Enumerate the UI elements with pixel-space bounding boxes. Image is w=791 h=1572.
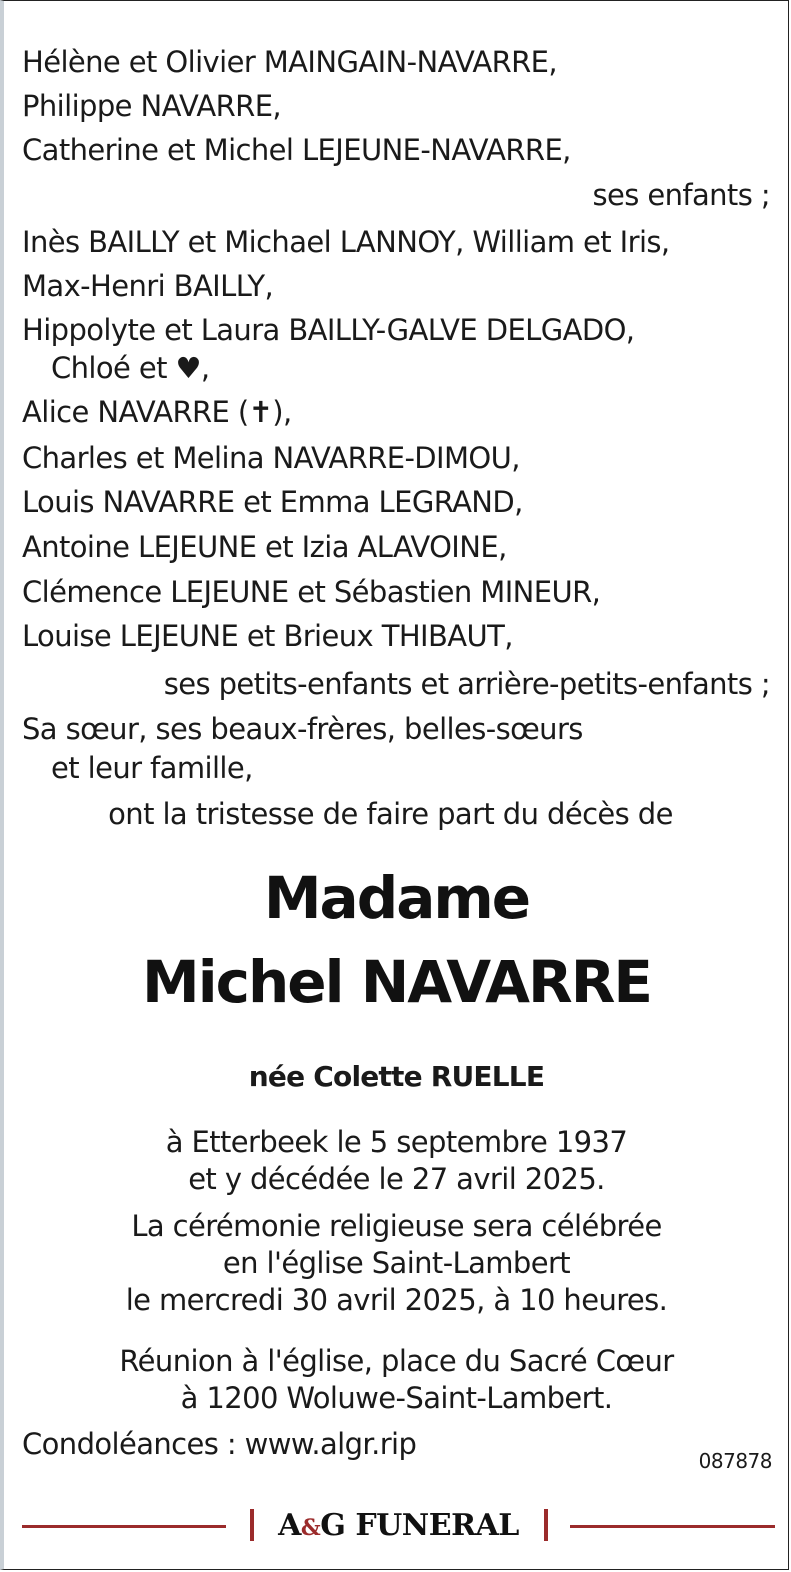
footer-bar-right [544, 1509, 548, 1541]
family-line: Philippe NAVARRE, [22, 89, 282, 123]
ceremony-line: le mercredi 30 avril 2025, à 10 heures. [125, 1283, 668, 1317]
grandchildren-label: ses petits-enfants et arrière-petits-enfants ; [163, 667, 770, 701]
ceremony-line: La cérémonie religieuse sera célébrée [131, 1209, 662, 1243]
ceremony-line: en l'église Saint-Lambert [222, 1246, 571, 1280]
birth-line: à Etterbeek le 5 septembre 1937 [165, 1125, 628, 1159]
grandchild-line: Louis NAVARRE et Emma LEGRAND, [22, 485, 523, 519]
grandchild-line: Max-Henri BAILLY, [22, 269, 274, 303]
maiden-name: née Colette RUELLE [248, 1060, 545, 1093]
grandchild-line: Hippolyte et Laura BAILLY-GALVE DELGADO, [22, 313, 635, 347]
children-label: ses enfants ; [592, 178, 770, 212]
meeting-line: à 1200 Woluwe-Saint-Lambert. [180, 1381, 613, 1415]
grandchild-line: Inès BAILLY et Michael LANNOY, William et Iris, [22, 225, 670, 259]
footer-rule-left [22, 1525, 226, 1528]
family-line: Hélène et Olivier MAINGAIN-NAVARRE, [22, 45, 558, 79]
funeral-brand-logo: A&G FUNERAL [278, 1508, 519, 1543]
footer-bar-left [250, 1509, 254, 1541]
grandchild-line: Charles et Melina NAVARRE-DIMOU, [22, 441, 520, 475]
announcement: ont la tristesse de faire part du décès de [108, 797, 673, 831]
meeting-line: Réunion à l'église, place du Sacré Cœur [119, 1344, 674, 1378]
family-line: Catherine et Michel LEJEUNE-NAVARRE, [22, 133, 571, 167]
family-line: et leur famille, [51, 751, 253, 785]
great-grandchild-line: Chloé et ♥, [51, 351, 210, 385]
sister-line: Sa sœur, ses beaux-frères, belles-sœurs [22, 712, 583, 746]
grandchild-line: Louise LEJEUNE et Brieux THIBAUT, [22, 619, 513, 653]
grandchild-line: Clémence LEJEUNE et Sébastien MINEUR, [22, 575, 601, 609]
deceased-title: Madame [263, 864, 530, 932]
reference-number: 087878 [698, 1449, 772, 1473]
death-line: et y décédée le 27 avril 2025. [188, 1162, 605, 1196]
grandchild-line: Antoine LEJEUNE et Izia ALAVOINE, [22, 530, 507, 564]
deceased-name: Michel NAVARRE [142, 948, 651, 1016]
footer-rule-right [570, 1525, 775, 1528]
grandchild-line: Alice NAVARRE (✝), [22, 395, 292, 429]
condolences-link[interactable]: Condoléances : www.algr.rip [22, 1427, 417, 1461]
